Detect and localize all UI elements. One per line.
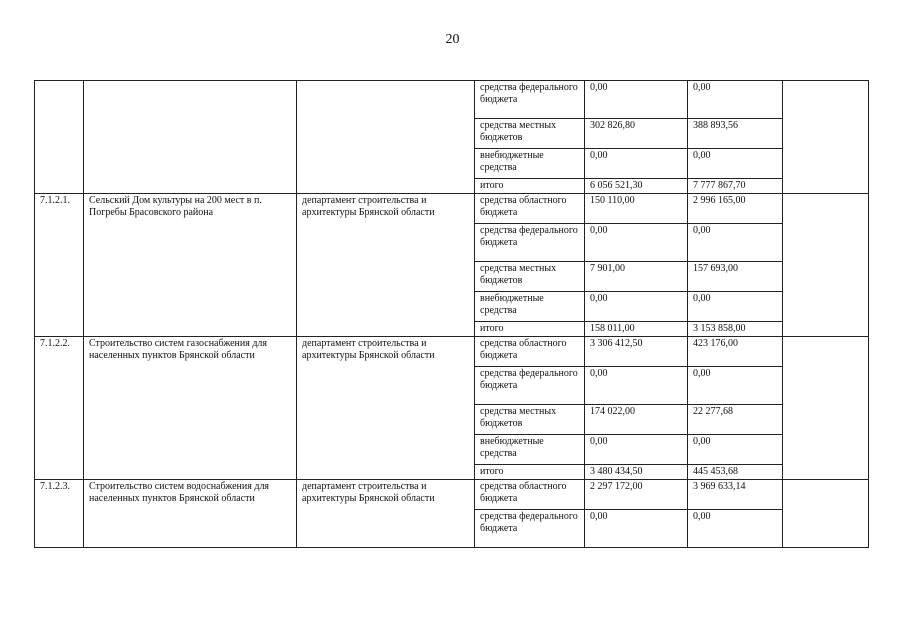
source-cell: средства областного бюджета: [475, 194, 585, 224]
source-cell: внебюджетные средства: [475, 292, 585, 322]
empty-cell: [783, 480, 869, 548]
value-cell: 3 153 858,00: [688, 322, 783, 337]
value-cell: 0,00: [688, 224, 783, 262]
empty-cell: [783, 194, 869, 337]
source-cell: средства федерального бюджета: [475, 510, 585, 548]
name-cell: [84, 81, 297, 194]
table-row: [35, 81, 869, 119]
source-cell: итого: [475, 322, 585, 337]
value-cell: 445 453,68: [688, 465, 783, 480]
value-cell: 302 826,80: [585, 119, 688, 149]
source-cell: средства областного бюджета: [475, 480, 585, 510]
value-cell: 3 480 434,50: [585, 465, 688, 480]
source-cell: средства федерального бюджета: [475, 81, 585, 119]
value-cell: 0,00: [585, 510, 688, 548]
source-cell: средства местных бюджетов: [475, 262, 585, 292]
value-cell: 0,00: [585, 81, 688, 119]
value-cell: 158 011,00: [585, 322, 688, 337]
value-cell: 7 901,00: [585, 262, 688, 292]
source-cell: внебюджетные средства: [475, 149, 585, 179]
empty-cell: [783, 337, 869, 480]
value-cell: 157 693,00: [688, 262, 783, 292]
source-cell: итого: [475, 179, 585, 194]
executor-cell: департамент строительства и архитектуры Брянской области: [297, 480, 475, 548]
value-cell: 2 297 172,00: [585, 480, 688, 510]
page-number: 20: [445, 32, 460, 47]
value-cell: 0,00: [688, 292, 783, 322]
value-cell: 3 306 412,50: [585, 337, 688, 367]
value-cell: 0,00: [585, 435, 688, 465]
value-cell: 0,00: [585, 367, 688, 405]
value-cell: 2 996 165,00: [688, 194, 783, 224]
value-cell: 388 893,56: [688, 119, 783, 149]
source-cell: итого: [475, 465, 585, 480]
value-cell: 0,00: [688, 435, 783, 465]
code-cell: 7.1.2.3.: [35, 480, 84, 548]
source-cell: внебюджетные средства: [475, 435, 585, 465]
source-cell: средства федерального бюджета: [475, 224, 585, 262]
value-cell: 7 777 867,70: [688, 179, 783, 194]
executor-cell: департамент строительства и архитектуры Брянской области: [297, 194, 475, 337]
value-cell: 174 022,00: [585, 405, 688, 435]
value-cell: 3 969 633,14: [688, 480, 783, 510]
value-cell: 0,00: [585, 149, 688, 179]
source-cell: средства областного бюджета: [475, 337, 585, 367]
value-cell: 150 110,00: [585, 194, 688, 224]
table-row: [35, 194, 869, 224]
code-cell: [35, 81, 84, 194]
value-cell: 0,00: [688, 367, 783, 405]
name-cell: Строительство систем водоснабжения для населенных пунктов Брянской области: [84, 480, 297, 548]
value-cell: 0,00: [688, 510, 783, 548]
value-cell: 22 277,68: [688, 405, 783, 435]
budget-table: [34, 80, 869, 548]
code-cell: 7.1.2.2.: [35, 337, 84, 480]
code-cell: 7.1.2.1.: [35, 194, 84, 337]
table-row: [35, 337, 869, 367]
name-cell: Сельский Дом культуры на 200 мест в п. Погребы Брасовского района: [84, 194, 297, 337]
value-cell: 0,00: [688, 81, 783, 119]
value-cell: 0,00: [688, 149, 783, 179]
value-cell: 0,00: [585, 292, 688, 322]
value-cell: 423 176,00: [688, 337, 783, 367]
source-cell: средства федерального бюджета: [475, 367, 585, 405]
source-cell: средства местных бюджетов: [475, 405, 585, 435]
value-cell: 6 056 521,30: [585, 179, 688, 194]
source-cell: средства местных бюджетов: [475, 119, 585, 149]
name-cell: Строительство систем газоснабжения для населенных пунктов Брянской области: [84, 337, 297, 480]
empty-cell: [783, 81, 869, 194]
executor-cell: [297, 81, 475, 194]
value-cell: 0,00: [585, 224, 688, 262]
table-row: [35, 480, 869, 510]
executor-cell: департамент строительства и архитектуры Брянской области: [297, 337, 475, 480]
